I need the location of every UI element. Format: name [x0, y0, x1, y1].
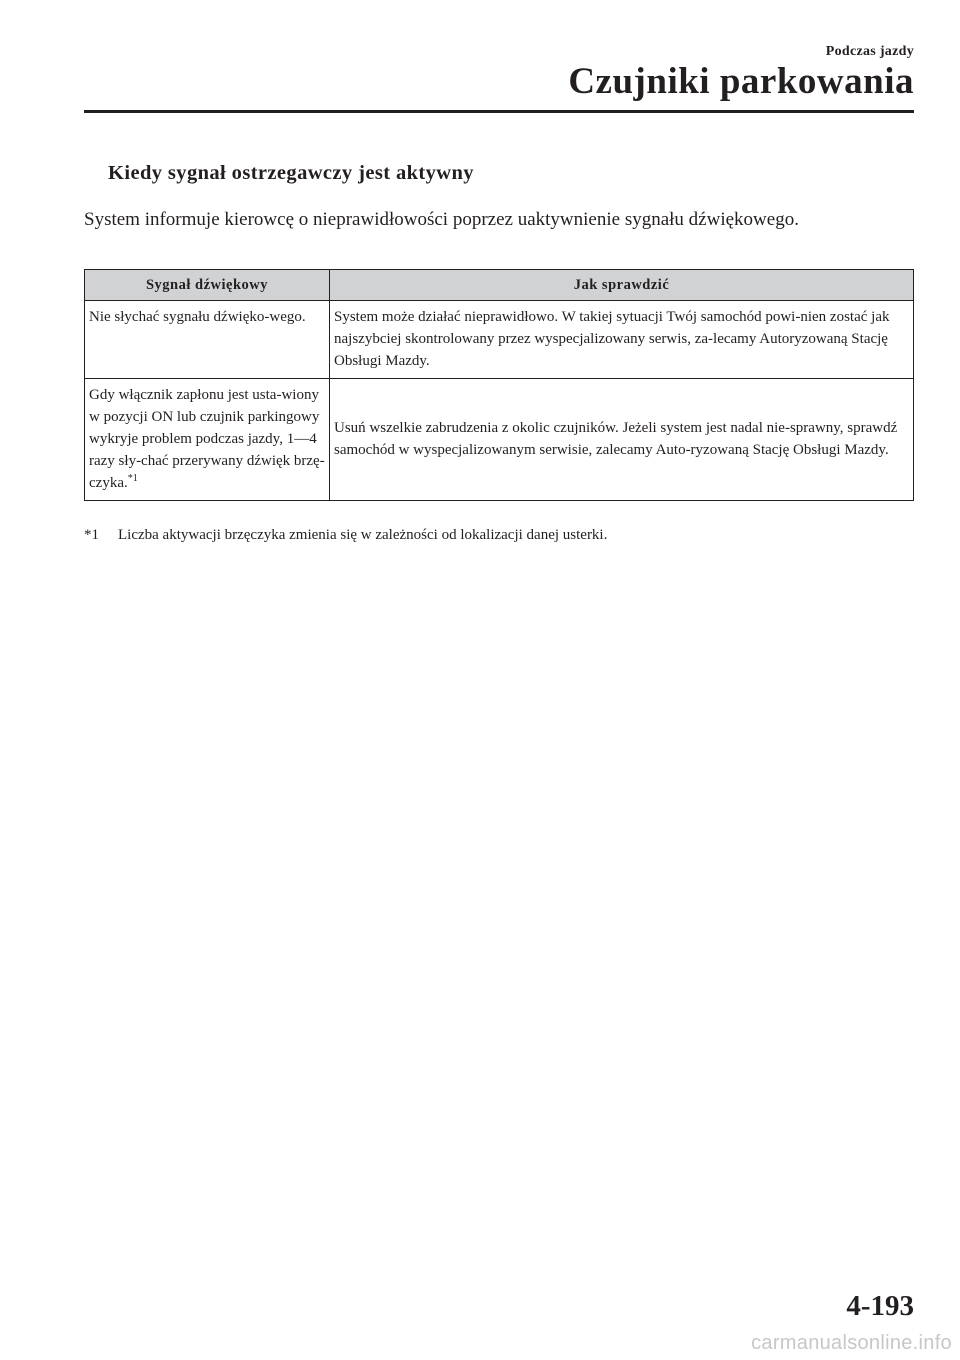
signal-text: Gdy włącznik zapłonu jest usta-wiony w pozycji ON lub czujnik parkingowy wykryje problem podczas jazdy, 1―4 razy sły-chać przerywany dźwięk brzę-czyka. — [89, 387, 325, 491]
column-header-check: Jak sprawdzić — [330, 270, 914, 301]
watermark: carmanualsonline.info — [751, 1332, 952, 1354]
table-row — [85, 379, 914, 501]
footnote-marker: *1 — [84, 527, 99, 543]
check-cell: System może działać nieprawidłowo. W takiej sytuacji Twój samochód powi-nien zostać jak najszybciej skontrolowany przez wyspecjalizowany serwis, za-lecamy Autoryzowaną Stację Obsługi Mazdy. — [330, 301, 914, 379]
intro-paragraph: System informuje kierowcę o nieprawidłowości poprzez uaktywnienie sygnału dźwiękowego. — [84, 209, 799, 230]
column-header-signal: Sygnał dźwiękowy — [85, 270, 330, 301]
check-cell: Usuń wszelkie zabrudzenia z okolic czujników. Jeżeli system jest nadal nie-sprawny, sprawdź samochód w wyspecjalizowanym serwisie, zalecamy Auto-ryzowaną Stację Obsługi Mazdy. — [330, 379, 914, 501]
table-header-row — [85, 270, 914, 301]
chapter-label: Podczas jazdy — [825, 44, 914, 59]
footnote — [84, 527, 607, 544]
section-heading-text: Kiedy sygnał ostrzegawczy jest aktywny — [108, 162, 474, 184]
header-divider — [84, 110, 914, 113]
signal-cell: Nie słychać sygnału dźwięko-wego. — [85, 301, 330, 379]
warning-table — [84, 269, 914, 501]
page-number: 4-193 — [846, 1290, 914, 1322]
table-row — [85, 301, 914, 379]
section-heading — [84, 162, 474, 185]
footnote-reference: *1 — [127, 473, 138, 484]
footnote-text: Liczba aktywacji brzęczyka zmienia się w zależności od lokalizacji danej usterki. — [118, 527, 608, 543]
signal-cell — [85, 379, 330, 501]
page-title: Czujniki parkowania — [568, 61, 914, 102]
